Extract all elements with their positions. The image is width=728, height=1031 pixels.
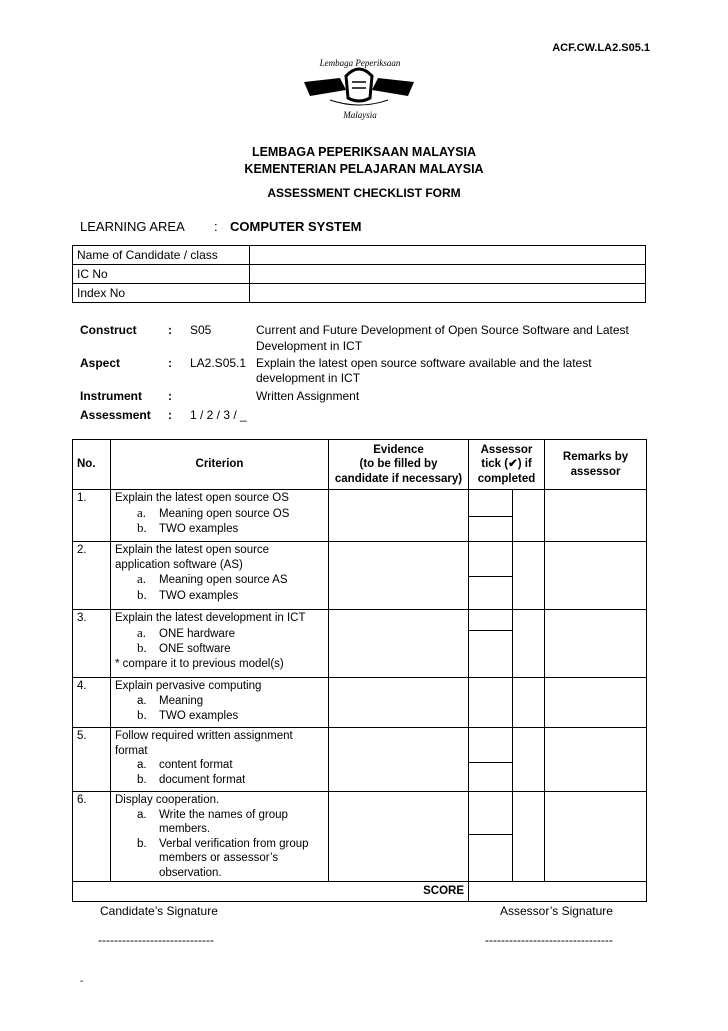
sub-marker: a. [137, 759, 147, 771]
header-assessor-line2: tick (✔) if [481, 458, 532, 471]
criterion-sub-b-cont: observation. [159, 866, 222, 879]
criterion-main-line1: Follow required written assignment [115, 730, 293, 742]
criterion-main: Explain pervasive computing [115, 680, 262, 692]
assessment-value: 1 / 2 / 3 / _ [190, 408, 247, 422]
sub-text: TWO examples [159, 523, 239, 535]
aspect-desc-1: Explain the latest open source software available and the latest [256, 356, 592, 370]
header-assessor-line3: completed [477, 472, 536, 485]
sub-text: ONE hardware [159, 627, 236, 640]
sub-marker: b. [137, 837, 147, 850]
criterion-sub-b-cont: members or assessor’s [159, 852, 279, 864]
table-row [73, 728, 647, 792]
sub-text: Meaning [159, 694, 204, 707]
remarks-cell[interactable] [545, 542, 647, 610]
table-row [73, 610, 647, 678]
criterion-main-line2: format [115, 744, 148, 757]
criterion-cell [111, 792, 329, 882]
criterion-sub-a-cont: members. [159, 823, 211, 835]
remarks-cell[interactable] [545, 490, 647, 542]
index-no-row [73, 284, 646, 303]
header-criterion: Criterion [111, 440, 329, 490]
index-no-label: Index No [73, 284, 250, 303]
score-row [73, 882, 647, 902]
remarks-cell[interactable] [545, 610, 647, 678]
criterion-main-line2: application software (AS) [115, 558, 243, 571]
sub-marker: a. [137, 504, 147, 520]
row-number: 6. [73, 792, 111, 882]
evidence-cell[interactable] [329, 490, 469, 542]
sub-marker: b. [137, 520, 147, 535]
assessor-tick-cell[interactable] [469, 728, 513, 792]
assessment-label: Assessment [80, 408, 151, 422]
tick-box-a[interactable] [469, 542, 512, 577]
remarks-cell[interactable] [545, 792, 647, 882]
sub-text: ONE software [159, 643, 231, 655]
evidence-cell[interactable] [329, 728, 469, 792]
row-number: 1. [73, 490, 111, 542]
assessor-tick-cell[interactable] [469, 542, 513, 610]
instrument-label: Instrument [80, 389, 143, 403]
header-line1: LEMBAGA PEPERIKSAAN MALAYSIA [251, 145, 477, 159]
evidence-cell[interactable] [329, 542, 469, 610]
criterion-sub-a [115, 572, 324, 588]
sub-text: Write the names of group [159, 808, 288, 821]
assessor-mark-cell[interactable] [513, 678, 545, 728]
sub-marker: a. [137, 694, 147, 707]
row-number: 3. [73, 610, 111, 678]
aspect-code: LA2.S05.1 [190, 356, 247, 370]
construct-colon: : [168, 323, 172, 337]
evidence-cell[interactable] [329, 610, 469, 678]
checklist-header-row [73, 440, 647, 490]
criterion-sub-a [115, 808, 324, 823]
sub-marker: a. [137, 808, 147, 821]
criterion-cell [111, 728, 329, 792]
assessor-tick-cell[interactable] [469, 792, 513, 882]
tick-box-a[interactable] [469, 610, 512, 631]
candidate-name-field[interactable] [250, 246, 646, 265]
aspect-desc-2: development in ICT [256, 371, 361, 385]
tick-box-a[interactable] [469, 728, 512, 763]
header-remarks-line2: assessor [570, 465, 621, 478]
header-evidence-line3: candidate if necessary) [334, 472, 463, 485]
criterion-sub-b [115, 708, 324, 724]
sub-marker: b. [137, 773, 147, 786]
learning-area-label: LEARNING AREA [80, 219, 185, 234]
remarks-cell[interactable] [545, 728, 647, 792]
assessor-tick-cell[interactable] [469, 678, 513, 728]
sub-marker: b. [137, 707, 147, 722]
candidate-info-table [72, 245, 646, 303]
sub-text: Verbal verification from group [159, 837, 309, 850]
criterion-cell [111, 490, 329, 542]
row-number: 2. [73, 542, 111, 610]
tick-box-a[interactable] [469, 792, 512, 835]
remarks-cell[interactable] [545, 678, 647, 728]
score-field[interactable] [469, 882, 647, 902]
sub-marker: a. [137, 571, 147, 586]
table-row [73, 490, 647, 542]
criterion-main: Display cooperation. [115, 794, 220, 806]
header-remarks-line1: Remarks by [562, 451, 629, 463]
criterion-main: Explain the latest open source OS [115, 492, 289, 504]
table-row [73, 542, 647, 610]
criterion-sub-a [115, 758, 324, 773]
criterion-sub-b [115, 641, 324, 657]
criterion-sub-b [115, 521, 324, 537]
row-number: 5. [73, 728, 111, 792]
criterion-cell [111, 678, 329, 728]
ic-no-field[interactable] [250, 265, 646, 284]
header-line2: KEMENTERIAN PELAJARAN MALAYSIA [244, 162, 484, 176]
sub-marker: b. [137, 640, 147, 655]
sub-text: Meaning open source OS [159, 507, 290, 520]
learning-area-colon: : [214, 219, 218, 234]
header-evidence-line2: (to be filled by [359, 458, 438, 471]
assessor-mark-cell[interactable] [513, 542, 545, 610]
candidate-signature-line: ----------------------------- [98, 933, 214, 947]
assessment-colon: : [168, 408, 172, 422]
criterion-main: Explain the latest development in ICT [115, 612, 306, 624]
sub-text: content format [159, 759, 233, 771]
assessor-signature-label: Assessor’s Signature [500, 904, 613, 918]
ic-no-label: IC No [73, 265, 250, 284]
header-no: No. [73, 440, 111, 490]
criterion-sub-b [115, 773, 324, 788]
score-label: SCORE [73, 882, 469, 902]
index-no-field[interactable] [250, 284, 646, 303]
candidate-name-row [73, 246, 646, 265]
assessor-tick-cell[interactable] [469, 610, 513, 678]
assessor-mark-cell[interactable] [513, 490, 545, 542]
instrument-value: Written Assignment [256, 389, 360, 403]
sub-marker: b. [137, 586, 147, 602]
row-number: 4. [73, 678, 111, 728]
ic-no-row [73, 265, 646, 284]
criterion-cell [111, 542, 329, 610]
sub-text: TWO examples [159, 589, 239, 602]
assessor-tick-cell[interactable] [469, 490, 513, 542]
criterion-main-line1: Explain the latest open source [115, 544, 270, 556]
candidate-name-label: Name of Candidate / class [73, 246, 250, 265]
logo-bottom-text: Malaysia [343, 110, 377, 120]
criterion-sub-b [115, 588, 324, 604]
assessment-checklist-table [72, 439, 647, 902]
footer-mark: - [80, 976, 84, 987]
criterion-sub-a [115, 626, 324, 642]
logo-top-text: Lembaga Peperiksaan [319, 58, 401, 68]
header-remarks [545, 440, 647, 490]
criterion-sub-b [115, 837, 324, 852]
construct-desc-2: Development in ICT [256, 339, 363, 353]
table-row [73, 678, 647, 728]
header-evidence [329, 440, 469, 490]
construct-desc-1: Current and Future Development of Open Source Software and Latest [256, 323, 629, 337]
candidate-signature-label: Candidate’s Signature [100, 904, 218, 918]
table-row [73, 792, 647, 882]
construct-label: Construct [80, 323, 137, 337]
learning-area-value: COMPUTER SYSTEM [230, 219, 362, 234]
instrument-colon: : [168, 389, 172, 403]
criterion-sub-a [115, 506, 324, 522]
form-title: ASSESSMENT CHECKLIST FORM [267, 186, 461, 200]
sub-text: document format [159, 773, 246, 786]
criterion-sub-a [115, 694, 324, 709]
assessor-mark-cell[interactable] [513, 792, 545, 882]
sub-marker: a. [137, 624, 147, 640]
sub-text: TWO examples [159, 710, 239, 722]
institution-logo [300, 52, 418, 124]
criterion-note: * compare it to previous model(s) [115, 657, 284, 670]
header-assessor-line1: Assessor [480, 443, 533, 456]
construct-code: S05 [190, 323, 212, 337]
evidence-cell[interactable] [329, 678, 469, 728]
document-code: ACF.CW.LA2.S05.1 [552, 42, 650, 54]
sub-text: Meaning open source AS [159, 574, 288, 586]
header-evidence-line1: Evidence [373, 443, 424, 456]
criterion-cell [111, 610, 329, 678]
assessor-mark-cell[interactable] [513, 728, 545, 792]
aspect-label: Aspect [80, 356, 121, 370]
header-assessor-tick [469, 440, 545, 490]
tick-box-a[interactable] [469, 490, 512, 517]
assessor-signature-line: -------------------------------- [485, 933, 613, 947]
evidence-cell[interactable] [329, 792, 469, 882]
aspect-colon: : [168, 356, 172, 370]
assessor-mark-cell[interactable] [513, 610, 545, 678]
